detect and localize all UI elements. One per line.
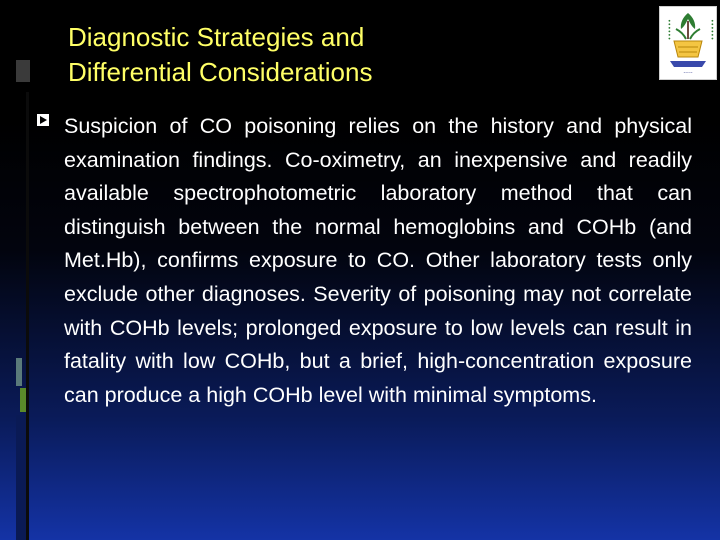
body-text: Suspicion of CO poisoning relies on the history and physical examination findings. Co-oximetry, an inexpensive and readily available spectrophotometric laboratory method that can distinguish between the normal hemoglobins and COHb (and Met.Hb), confirms exposure to CO. Other laboratory tests only exclude other diagnoses. Severity of poisoning may not correlate with COHb levels; prolonged exposure to low levels can result in fatality with low COHb, but a brief, high-concentration exposure can produce a high COHb level with minimal symptoms. (64, 114, 692, 407)
accent-bar (16, 415, 26, 540)
bullet-item (36, 110, 692, 412)
svg-text:·····: ····· (683, 70, 693, 77)
university-emblem-icon (659, 6, 717, 80)
square-arrow-bullet-icon (36, 112, 58, 133)
svg-text:••••••: •••••• (665, 19, 672, 41)
title-line-2: Differential Considerations (68, 57, 373, 87)
svg-text:••••••: •••••• (708, 19, 715, 41)
accent-bar (20, 388, 26, 412)
title-line-1: Diagnostic Strategies and (68, 22, 365, 52)
left-divider (26, 92, 29, 540)
accent-bar (16, 60, 30, 82)
accent-bar (16, 358, 22, 386)
slide-title (68, 20, 628, 90)
